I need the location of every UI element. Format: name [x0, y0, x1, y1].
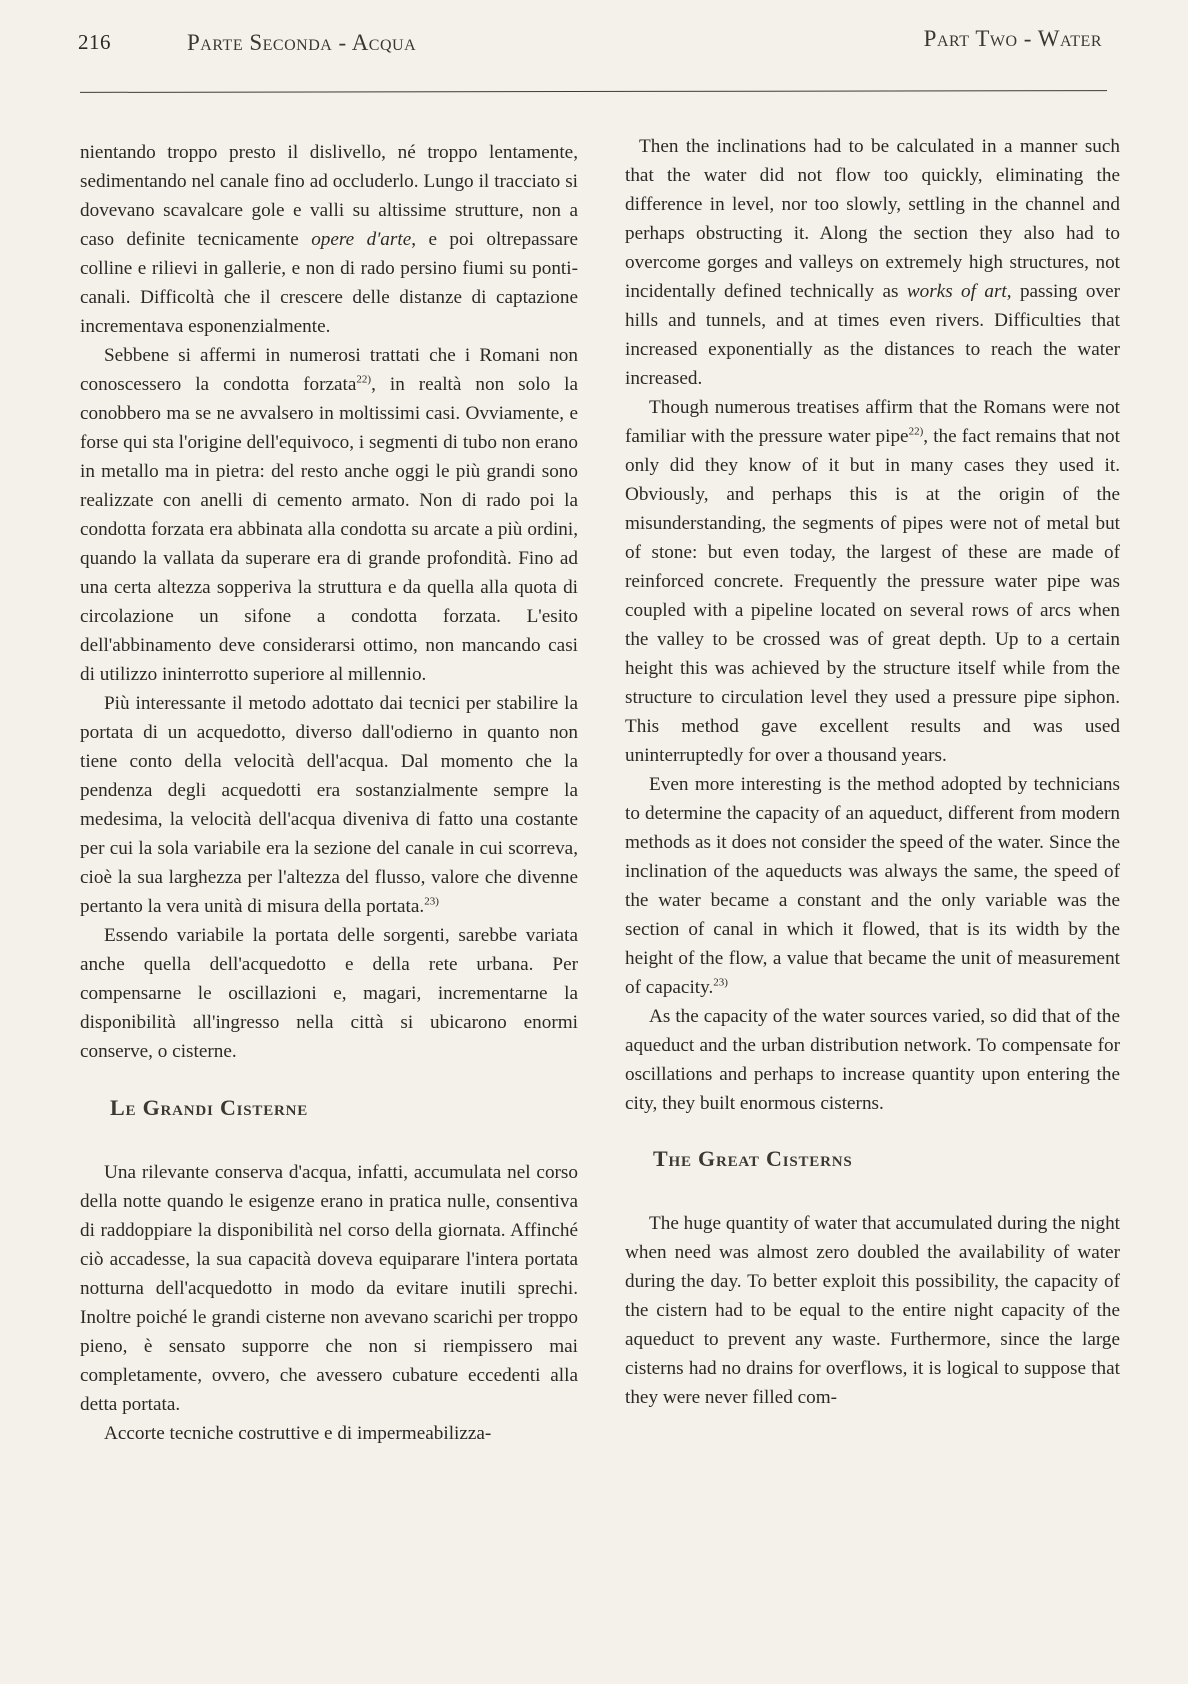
italic-term: works of art: [906, 281, 1007, 302]
footnote-ref: 23): [713, 976, 728, 989]
page-number: 216: [78, 30, 111, 54]
english-column: [625, 132, 1120, 1412]
section-heading-italian: Le Grandi Cisterne: [110, 1095, 309, 1120]
paragraph: Even more interesting is the method adopted by technicians to determine the capacity of an aqueduct, different from modern methods as it does not consider the speed of the water. Since the inclination of the aqueducts was always the same, the speed of the water became a constant and the only variable was the section of canal in which it flowed, that is its width by the height of the flow, a value that became the unit of measurement of capacity.$^{23)}$: [625, 774, 1120, 998]
paragraph: Accorte tecniche costruttive e di impermeabilizza-: [104, 1423, 492, 1444]
paragraph: Una rilevante conserva d'acqua, infatti, accumulata nel corso della notte quando le esigenze erano in pratica nulle, consentiva di raddoppiare la disponibilità nel corso della giornata. Affinché ciò accadesse, la sua capacità doveva equiparare l'intera portata notturna dell'acquedotto in modo da evitare inutili sprechi. Inoltre poiché le grandi cisterne non avevano scarichi per troppo pieno, è sensato supporre che non si riempissero mai completamente, ovvero, che avessero cubature eccedenti alla detta portata.: [80, 1162, 578, 1415]
paragraph: Sebbene si affermi in numerosi trattati che i Romani non conoscessero la condotta forzata$^{22)}$, in realtà non solo la conobbero ma se ne avvalsero in moltissimi casi. Ovviamente, e forse qui sta l'origine dell'equivoco, i segmenti di tubo non erano in metallo ma in pietra: del resto anche oggi le più grandi sono realizzate con anelli di cemento armato. Non di rado poi la condotta forzata era abbinata alla condotta su arcate a più ordini, quando la vallata da superare era di grande profondità. Fino ad una certa altezza sopperiva la struttura e da quella alla quota di circolazione un sifone a condotta forzata. L'esito dell'abbinamento deve considerarsi ottimo, non mancando casi di utilizzo ininterrotto superiore al millennio.: [80, 345, 579, 685]
footnote-ref: 23): [424, 895, 439, 908]
paragraph: Then the inclinations had to be calculated in a manner such that the water did not flow too quickly, eliminating the difference in level, nor too slowly, settling in the channel and perhaps obstructing it. Along the section they also had to overcome gorges and valleys on extremely high structures, not incidentally defined technically as works of art, passing over hills and tunnels, and at times even rivers. Difficulties that increased exponentially as the distances to reach the water increased.: [625, 136, 1120, 389]
header-rule: [80, 90, 1107, 93]
running-header: [78, 26, 1108, 66]
header-title-english: Part Two - Water: [923, 26, 1102, 51]
paragraph: nientando troppo presto il dislivello, né troppo lentamente, sedimentando nel canale fino ad occluderlo. Lungo il tracciato si dovevano scavalcare gole e valli su altissime strutture, non a caso definite tecnicamente opere d'arte, e poi oltrepassare colline e rilievi in gallerie, e non di rado persino fiumi su ponti-canali. Difficoltà che il crescere delle distanze di captazione incrementava esponenzialmente.: [80, 142, 578, 337]
section-heading-english: The Great Cisterns: [653, 1146, 853, 1171]
footnote-ref: 22): [908, 425, 924, 438]
paragraph: Though numerous treatises affirm that the Romans were not familiar with the pressure water pipe$^{22)}$, the fact remains that not only did they know of it but in many cases they used it. Obviously, and perhaps this is at the origin of the misunderstanding, the segments of pipes were not of metal but of stone: but even today, the largest of these are made of reinforced concrete. Frequently the pressure water pipe was coupled with a pipeline located on several rows of arcs when the valley to be crossed was of great depth. Up to a certain height this was achieved by the structure itself while from the structure to circulation level they used a pressure pipe siphon. This method gave excellent results and was used uninterruptedly for over a thousand years.: [625, 397, 1120, 766]
footnote-ref: 22): [356, 373, 372, 386]
header-title-italian: Parte Seconda - Acqua: [187, 30, 417, 55]
paragraph: The huge quantity of water that accumulated during the night when need was almost zero doubled the availability of water during the day. To better exploit this possibility, the capacity of the cistern had to be equal to the entire night capacity of the aqueduct to prevent any waste. Furthermore, since the large cisterns had no drains for overflows, it is logical to suppose that they were never filled com-: [625, 1213, 1120, 1408]
paragraph: Essendo variabile la portata delle sorgenti, sarebbe variata anche quella dell'acquedotto e della rete urbana. Per compensarne le oscillazioni e, magari, incrementarne la disponibilità all'ingresso nella città si ubicarono enormi conserve, o cisterne.: [80, 925, 578, 1062]
paragraph: Più interessante il metodo adottato dai tecnici per stabilire la portata di un acquedotto, diverso dall'odierno in quanto non tiene conto della velocità dell'acqua. Dal momento che la pendenza degli acquedotti era sostanzialmente sempre la medesima, la velocità dell'acqua diveniva di fatto una costante per cui la sola variabile era la sezione del canale in cui scorreva, cioè la sua larghezza per l'altezza del flusso, valore che divenne pertanto la vera unità di misura della portata.$^{23)}$: [80, 693, 578, 917]
paragraph: As the capacity of the water sources varied, so did that of the aqueduct and the urban distribution network. To compensate for oscillations and perhaps to increase quantity upon entering the city, they built enormous cisterns.: [625, 1006, 1120, 1114]
italic-term: opere d'arte: [311, 229, 412, 250]
italian-column: [80, 138, 578, 1448]
